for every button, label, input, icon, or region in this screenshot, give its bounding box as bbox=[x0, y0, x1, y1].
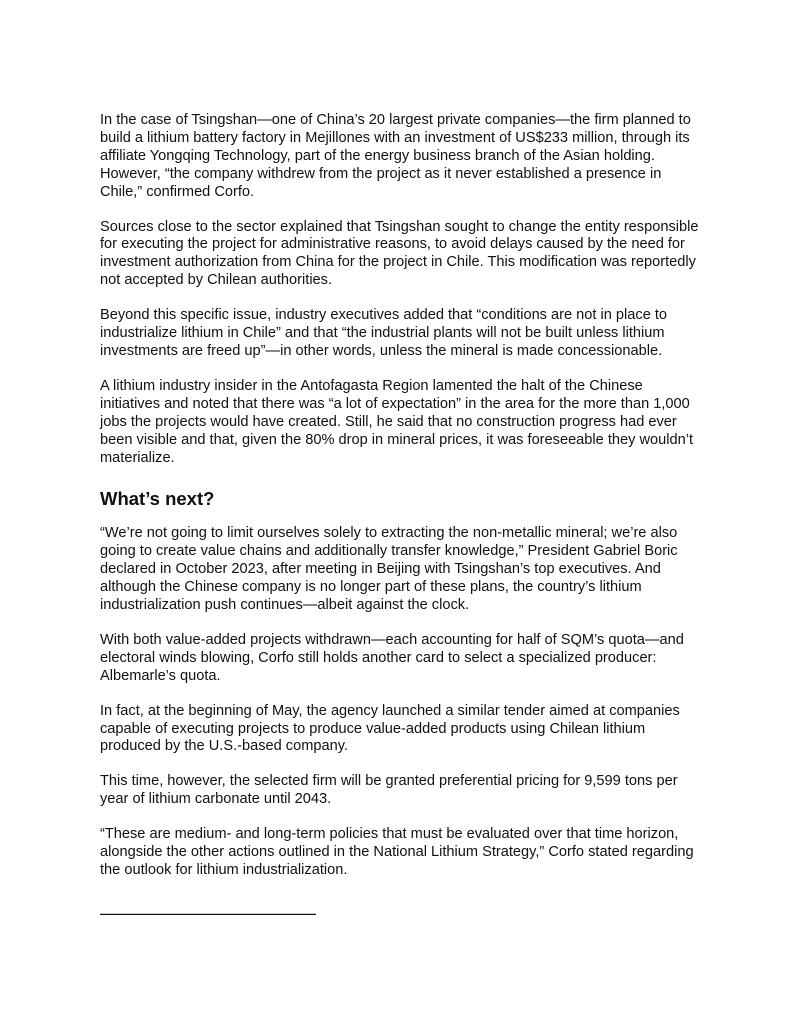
section-heading: What’s next? bbox=[100, 488, 215, 510]
paragraph-new-tender: In fact, at the beginning of May, the agency launched a similar tender aimed at companies capable of executing projects to produce value-added products using Chilean lithium produced by the U.S.-based company. bbox=[100, 702, 680, 755]
paragraph-corfo-outlook: “These are medium- and long-term policies that must be evaluated over that time horizon, alongside the other actions outlined in the National Lithium Strategy,” Corfo stated regarding the outlook for lithium industrialization. bbox=[100, 826, 694, 878]
paragraph-boric-quote: “We’re not going to limit ourselves solely to extracting the non-metallic mineral; we’re also going to create value chains and additionally transfer knowledge,” President Gabriel Boric declared in October 2023, after meeting in Beijing with Tsingshan’s top executives. And although the Chinese company is no longer part of these plans, the country’s lithium industrialization push continues—albeit against the clock. bbox=[100, 525, 678, 614]
paragraph-tsingshan-factory: In the case of Tsingshan—one of China’s 20 largest private companies—the firm planned to build a lithium battery factory in Mejillones with an investment of US$233 million, through its affiliate Yongqing Technology, part of the energy business branch of the Asian holding. However, “the company withdrew from the project as it never established a presence in Chile,” confirmed Corfo. bbox=[100, 112, 691, 200]
paragraph-industry-executives: Beyond this specific issue, industry executives added that “conditions are not in place to industrialize lithium in Chile” and that “the industrial plants will not be built unless lithium investments are freed up”—in other words, unless the mineral is made concessionable. bbox=[100, 307, 668, 359]
article-body bbox=[100, 112, 705, 923]
divider-line: ———————————— bbox=[100, 902, 316, 923]
paragraph-preferential-pricing: This time, however, the selected firm will be granted preferential pricing for 9,599 tons per year of lithium carbonate until 2043. bbox=[100, 773, 678, 808]
paragraph-albemarle-quota: With both value-added projects withdrawn—each accounting for half of SQM’s quota—and electoral winds blowing, Corfo still holds another card to select a specialized producer: Albemarle’s quota. bbox=[100, 631, 684, 684]
paragraph-antofagasta-insider: A lithium industry insider in the Antofagasta Region lamented the halt of the Chinese initiatives and noted that there was “a lot of expectation” in the area for the more than 1,000 jobs the projects would have created. Still, he said that no construction progress had ever been visible and that, given the 80% drop in mineral prices, it was foreseeable they wouldn’t materialize. bbox=[100, 377, 694, 466]
paragraph-entity-change: Sources close to the sector explained that Tsingshan sought to change the entity responsible for executing the project for administrative reasons, to avoid delays caused by the need for investment authorization from China for the project in Chile. This modification was reportedly not accepted by Chilean authorities. bbox=[100, 218, 699, 289]
